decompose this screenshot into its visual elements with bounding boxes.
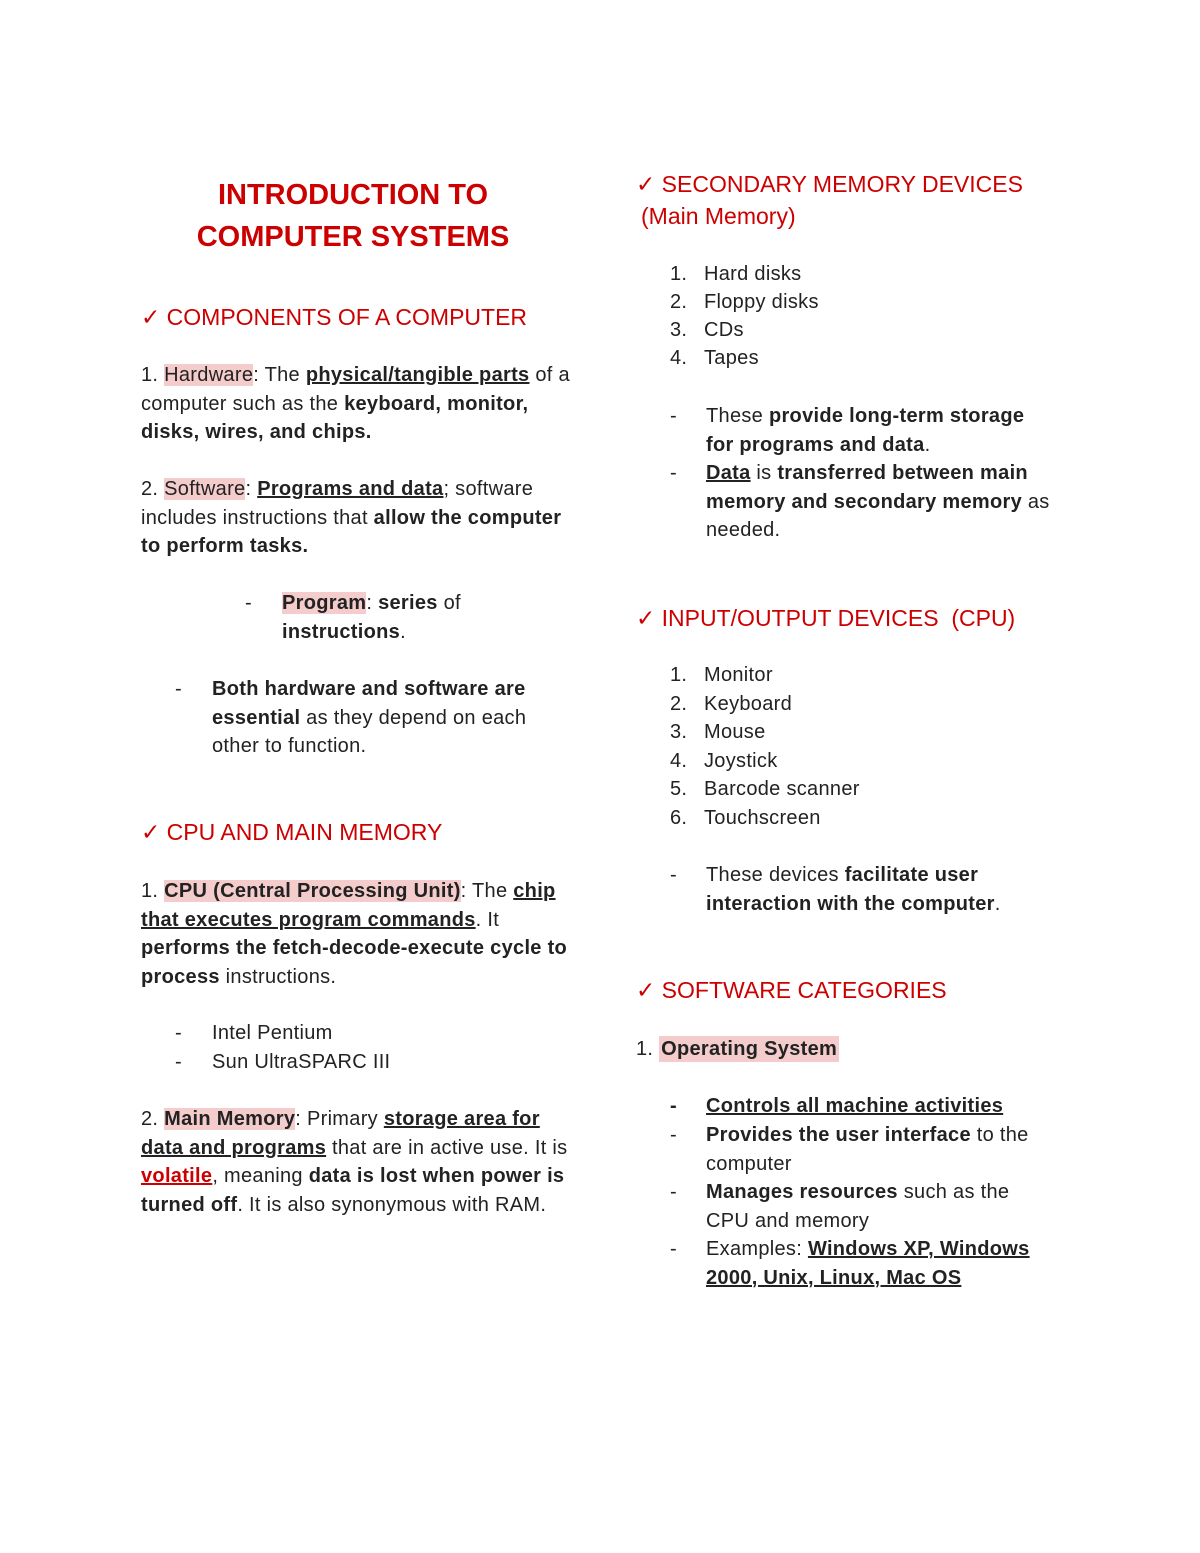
text: of a computer such as the (141, 364, 570, 415)
cpu-definition (141, 877, 571, 991)
text: . (400, 620, 406, 643)
checkmark-icon: ✓ (636, 171, 656, 197)
emphasis: Windows XP, Windows 2000, Unix, Linux, Mac OS (706, 1238, 1030, 1289)
emphasis: provide long-term storage for programs and data (706, 405, 1025, 456)
software-categories-heading (636, 974, 947, 1006)
item-label: Mouse (704, 721, 766, 743)
io-note-text (706, 861, 1036, 918)
text: These (706, 405, 769, 427)
checkmark-icon: ✓ (141, 304, 161, 330)
emphasis: Programs and data (257, 478, 444, 500)
item-number: 3. (670, 721, 688, 743)
emphasis: data is lost when power is turned off (141, 1165, 565, 1216)
software-definition (141, 475, 571, 561)
text: is (750, 462, 778, 484)
emphasis: performs the fetch-decode-execute cycle to process (141, 937, 568, 988)
operating-system-line (636, 1035, 1066, 1064)
emphasis: keyboard, monitor, disks, wires, and chips. (141, 392, 529, 443)
secondary-subheading: (Main Memory) (641, 203, 796, 229)
both-essential-text (212, 675, 552, 761)
os-bullet-text: Controls all machine activities (706, 1095, 1004, 1117)
dash-marker: - (670, 1238, 677, 1260)
secondary-heading (636, 168, 1023, 200)
text: : (366, 592, 379, 614)
text: : The (460, 880, 514, 902)
dash-marker: - (670, 462, 677, 484)
item-label: Barcode scanner (704, 778, 860, 800)
text: : (245, 478, 258, 500)
text: Examples: (706, 1238, 808, 1260)
text: such as the CPU and memory (706, 1181, 1010, 1232)
components-heading-text: COMPONENTS OF A COMPUTER (166, 304, 528, 330)
cpu-heading (141, 816, 442, 848)
io-heading (636, 602, 1015, 634)
operating-system-term: Operating System (661, 1038, 838, 1060)
text: . It (475, 908, 500, 931)
checkmark-icon: ✓ (636, 977, 656, 1003)
item-number: 1. (636, 1038, 660, 1060)
item-label: Touchscreen (704, 807, 821, 829)
item-label: Hard disks (704, 263, 802, 285)
dash-marker: - (245, 592, 252, 614)
item-label: Tapes (704, 347, 759, 369)
item-number: 2. (670, 693, 688, 715)
text: that are in active use. It is (326, 1136, 568, 1159)
dash-marker: - (175, 678, 182, 700)
dash-marker: - (670, 1124, 677, 1146)
secondary-note-1-text (706, 402, 1051, 459)
item-label: Joystick (704, 750, 778, 772)
text: : The (253, 364, 306, 386)
emphasis: Data (706, 462, 751, 484)
main-memory-term: Main Memory (164, 1108, 296, 1130)
text: : Primary (295, 1108, 384, 1130)
text: instructions. (219, 965, 337, 988)
item-label: Keyboard (704, 693, 793, 715)
text: as they depend on each other to function. (212, 706, 527, 757)
volatile-term: volatile (141, 1165, 213, 1187)
item-number: 1. (670, 263, 688, 285)
dash-marker: - (670, 864, 677, 886)
emphasis: physical/tangible parts (305, 364, 530, 386)
emphasis: series (378, 592, 438, 614)
secondary-heading-text: SECONDARY MEMORY DEVICES (661, 171, 1023, 197)
item-number: 6. (670, 807, 688, 829)
text: . (924, 433, 931, 456)
page-title (141, 174, 565, 258)
item-number: 4. (670, 347, 688, 369)
dash-marker: - (670, 1095, 677, 1117)
text: as needed. (706, 490, 1050, 541)
emphasis: storage area for data and programs (141, 1108, 540, 1159)
cpu-term: CPU (Central Processing Unit) (164, 880, 461, 902)
item-label: CDs (704, 319, 744, 341)
os-bullet-text (706, 1235, 1051, 1292)
program-text (282, 589, 512, 646)
io-heading-text: INPUT/OUTPUT DEVICES (CPU) (661, 605, 1016, 631)
software-term: Software (164, 478, 246, 500)
cpu-example-text: Sun UltraSPARC III (212, 1051, 391, 1073)
emphasis: instructions (282, 620, 401, 643)
text: , meaning (212, 1165, 309, 1187)
item-number: 5. (670, 778, 688, 800)
os-bullet-text (706, 1178, 1036, 1235)
hardware-definition (141, 361, 571, 447)
text: of (437, 592, 461, 614)
title-line-1: INTRODUCTION TO (217, 179, 489, 211)
dash-marker: - (670, 1181, 677, 1203)
software-categories-heading-text: SOFTWARE CATEGORIES (661, 977, 947, 1003)
text: ; software includes instructions that (141, 478, 534, 529)
title-line-2: COMPUTER SYSTEMS (196, 221, 510, 253)
emphasis: transferred between main memory and secondary memory (706, 462, 1028, 513)
item-number: 1. (141, 880, 165, 902)
hardware-term: Hardware (164, 364, 254, 386)
item-label: Floppy disks (704, 291, 819, 313)
item-number: 1. (141, 364, 165, 386)
emphasis: Both hardware and software are essential (212, 678, 526, 729)
item-number: 1. (670, 664, 688, 686)
item-number: 3. (670, 319, 688, 341)
emphasis: chip that executes program commands (141, 880, 556, 931)
checkmark-icon: ✓ (636, 605, 656, 631)
text: . (994, 892, 1001, 915)
emphasis: facilitate user interaction with the computer (706, 864, 995, 915)
secondary-note-2-text (706, 459, 1051, 545)
checkmark-icon: ✓ (141, 819, 161, 845)
text: . It is also synonymous with RAM. (237, 1193, 547, 1216)
item-number: 4. (670, 750, 688, 772)
item-number: 2. (670, 291, 688, 313)
emphasis: allow the computer to perform tasks. (141, 506, 562, 557)
program-term: Program (282, 592, 367, 614)
item-number: 2. (141, 478, 165, 500)
components-heading (141, 301, 527, 333)
dash-marker: - (175, 1051, 182, 1073)
emphasis: Manages resources (706, 1181, 898, 1203)
dash-marker: - (175, 1022, 182, 1044)
os-bullet-text (706, 1121, 1056, 1178)
item-number: 2. (141, 1108, 165, 1130)
text: These devices (706, 864, 845, 886)
emphasis: Provides the user interface (706, 1124, 971, 1146)
dash-marker: - (670, 405, 677, 427)
cpu-heading-text: CPU AND MAIN MEMORY (166, 819, 443, 845)
main-memory-definition (141, 1105, 573, 1219)
text: to the computer (706, 1124, 1029, 1175)
item-label: Monitor (704, 664, 773, 686)
cpu-example-text: Intel Pentium (212, 1022, 333, 1044)
